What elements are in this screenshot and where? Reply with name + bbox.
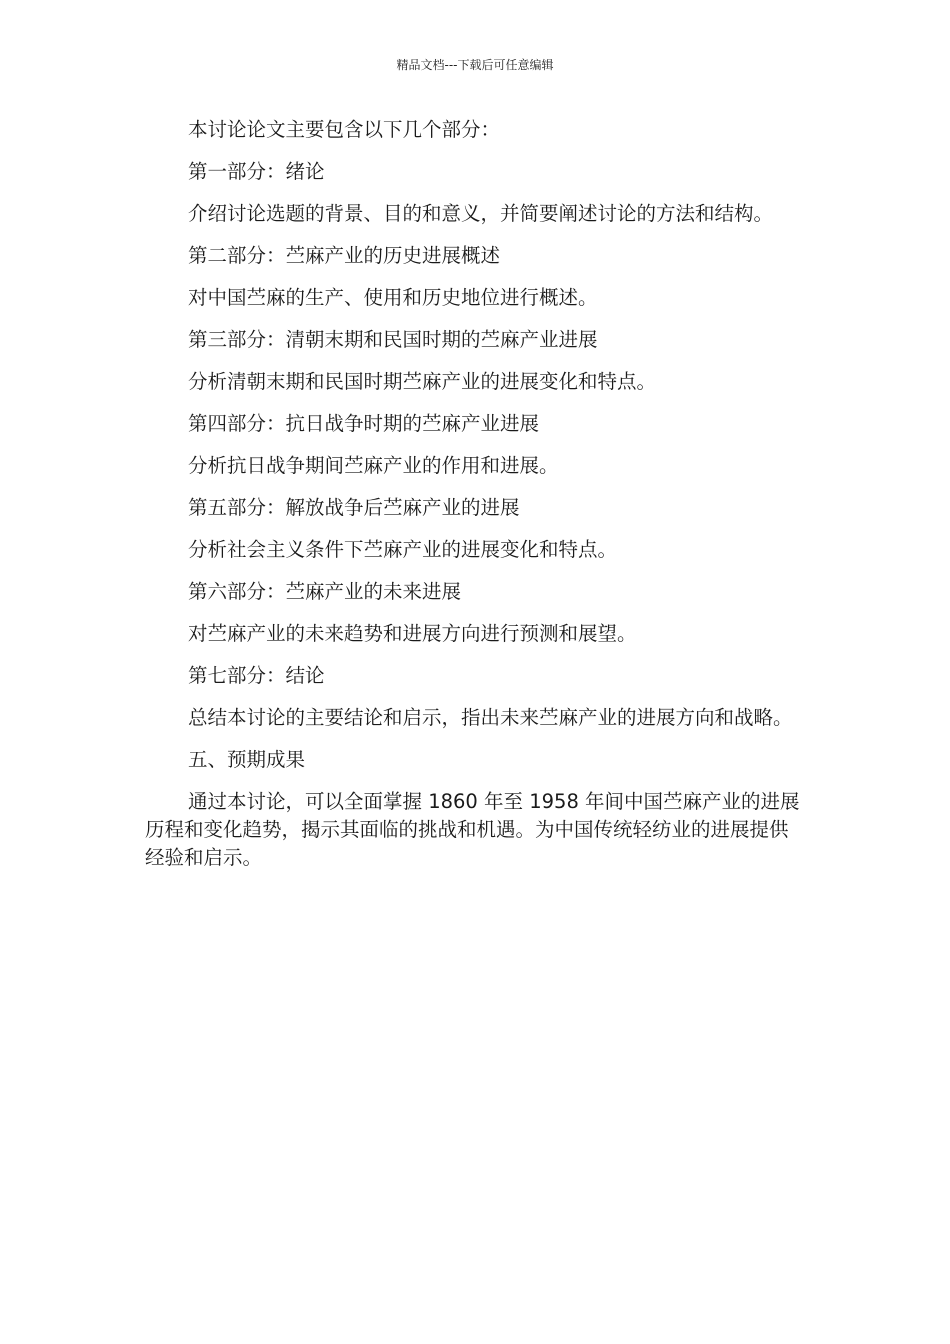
paragraph-part-4-desc: 分析抗日战争期间苎麻产业的作用和进展。 (188, 454, 559, 477)
paragraph-part-7-desc: 总结本讨论的主要结论和启示，指出未来苎麻产业的进展方向和战略。 (188, 706, 793, 729)
section-heading-part-1: 第一部分：绪论 (188, 160, 325, 183)
section-heading-part-7: 第七部分：结论 (188, 664, 325, 687)
page-header: 精品文档---下载后可任意编辑 (396, 58, 554, 72)
document-body (145, 116, 805, 872)
paragraph-part-2-desc: 对中国苎麻的生产、使用和历史地位进行概述。 (188, 286, 598, 309)
paragraph-part-5-desc: 分析社会主义条件下苎麻产业的进展变化和特点。 (188, 538, 618, 561)
section-heading-part-6: 第六部分：苎麻产业的未来进展 (188, 580, 462, 603)
section-heading-expected-results: 五、预期成果 (188, 748, 306, 771)
section-heading-part-2: 第二部分：苎麻产业的历史进展概述 (188, 244, 501, 267)
paragraph-expected-results: 通过本讨论，可以全面掌握 1860 年至 1958 年间中国苎麻产业的进展历程和变化趋势，揭示其面临的挑战和机遇。为中国传统轻纺业的进展提供经验和启示。 (145, 790, 800, 869)
paragraph-part-1-desc: 介绍讨论选题的背景、目的和意义，并简要阐述讨论的方法和结构。 (188, 202, 774, 225)
paragraph-part-6-desc: 对苎麻产业的未来趋势和进展方向进行预测和展望。 (188, 622, 637, 645)
section-heading-part-4: 第四部分：抗日战争时期的苎麻产业进展 (188, 412, 540, 435)
section-heading-part-5: 第五部分：解放战争后苎麻产业的进展 (188, 496, 520, 519)
section-heading-part-3: 第三部分：清朝末期和民国时期的苎麻产业进展 (188, 328, 598, 351)
paragraph-part-3-desc: 分析清朝末期和民国时期苎麻产业的进展变化和特点。 (188, 370, 657, 393)
paragraph-intro: 本讨论论文主要包含以下几个部分： (188, 118, 501, 141)
